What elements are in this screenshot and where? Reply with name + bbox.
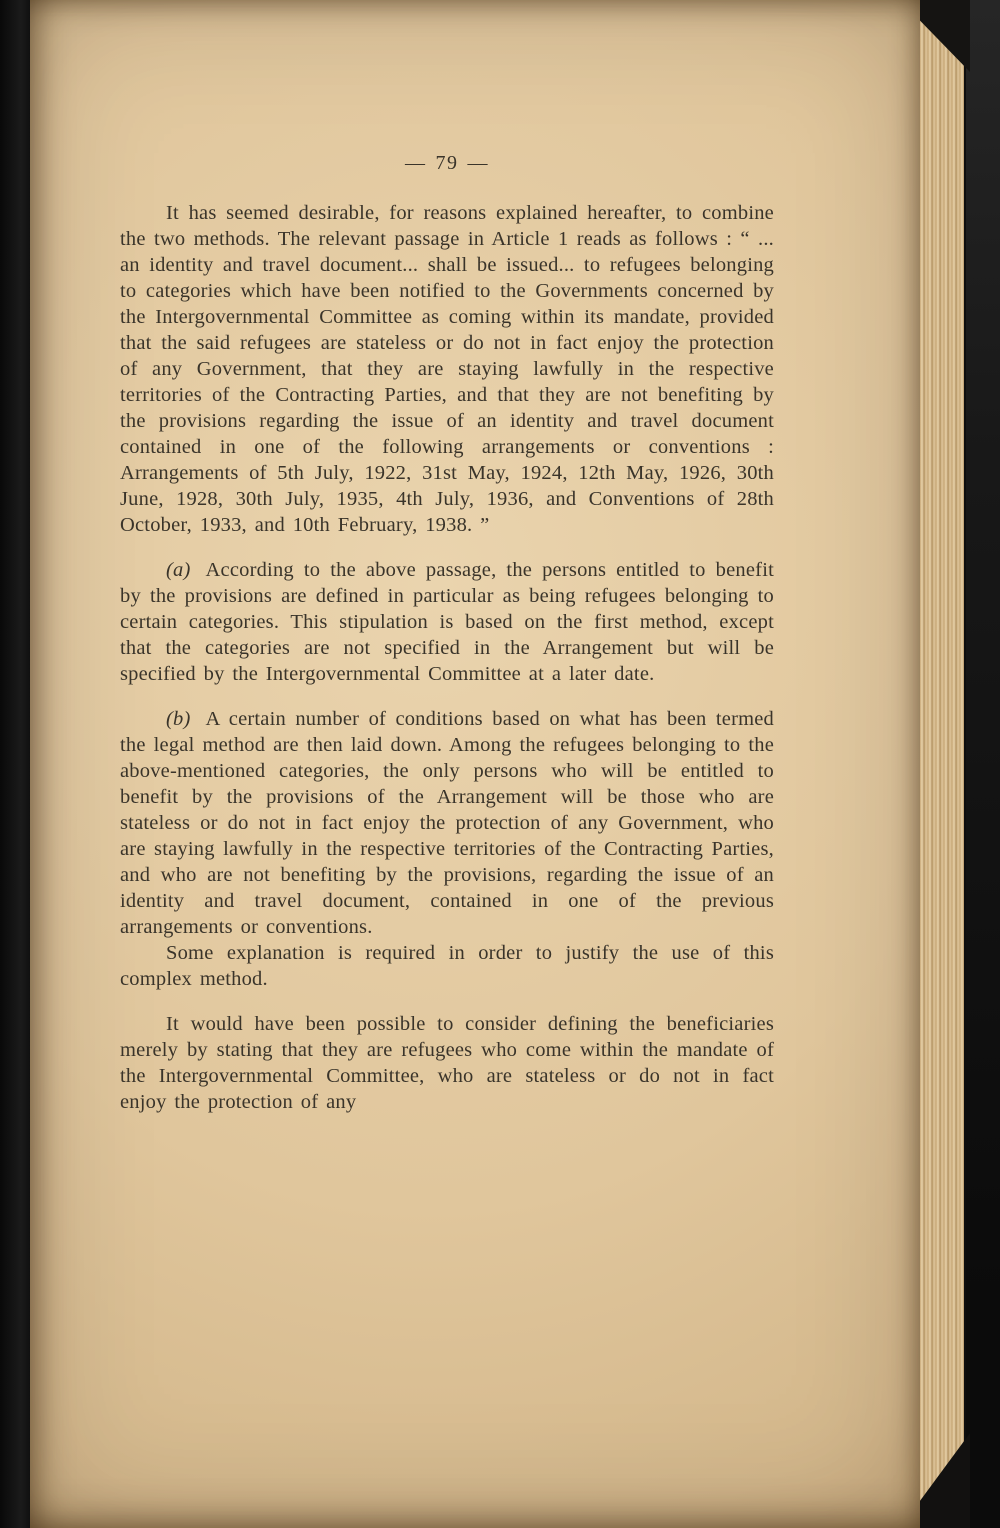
paragraph	[120, 200, 774, 538]
paragraph-text: Some explanation is required in order to justify the use of this complex method.	[120, 942, 774, 990]
paragraph-text: It has seemed desirable, for reasons explained hereafter, to combine the two methods. The relevant passage in Article 1 reads as follows : “ ... an identity and travel document... shall be issued... to refugees belonging to categories which have been notified to the Governments concerned by the Intergovernmental Committee as coming within its mandate, provided that the said refugees are stateless or do not in fact enjoy the protection of any Government, that they are staying lawfully in the respective territories of the Contracting Parties, and that they are not benefiting by the provisions regarding the issue of an identity and travel document contained in one of the following arrangements or conventions : Arrangements of 5th July, 1922, 31st May, 1924, 12th May, 1926, 30th June, 1928, 30th July, 1935, 4th July, 1936, and Conventions of 28th October, 1933, and 10th February, 1938. ”	[120, 202, 774, 536]
paragraph-text: It would have been possible to consider defining the beneficiaries merely by stating that they are refugees who come within the mandate of the Intergovernmental Committee, who are stateless or do not in fact enjoy the protection of any	[120, 1013, 774, 1113]
paragraph-label: (b)	[166, 708, 191, 730]
book-page	[30, 0, 920, 1528]
paragraph-label: (a)	[166, 559, 191, 581]
paragraph	[120, 1011, 774, 1115]
paragraph	[120, 940, 774, 992]
paragraph	[120, 557, 774, 687]
paragraph-text: A certain number of conditions based on what has been termed the legal method are then laid down. Among the refugees belonging to the above-mentioned categories, the only persons who will be entitled to benefit by the provisions of the Arrangement will be those who are stateless or do not in fact enjoy the protection of any Government, who are staying lawfully in the respective territories of the Contracting Parties, and who are not benefiting by the provisions, regarding the issue of an identity and travel document, contained in one of the previous arrangements or conventions.	[120, 708, 774, 938]
page-text-block	[120, 150, 774, 1115]
photo-background-right	[966, 0, 1000, 1528]
paragraph-text: According to the above passage, the persons entitled to benefit by the provisions are defined in particular as being refugees belonging to certain categories. This stipulation is based on the first method, except that the categories are not specified in the Arrangement but will be specified by the Intergovernmental Committee at a later date.	[120, 559, 774, 685]
page-number: — 79 —	[405, 152, 489, 174]
page-stack-edges	[916, 0, 966, 1528]
photo-background-left	[0, 0, 30, 1528]
paragraph	[120, 706, 774, 940]
